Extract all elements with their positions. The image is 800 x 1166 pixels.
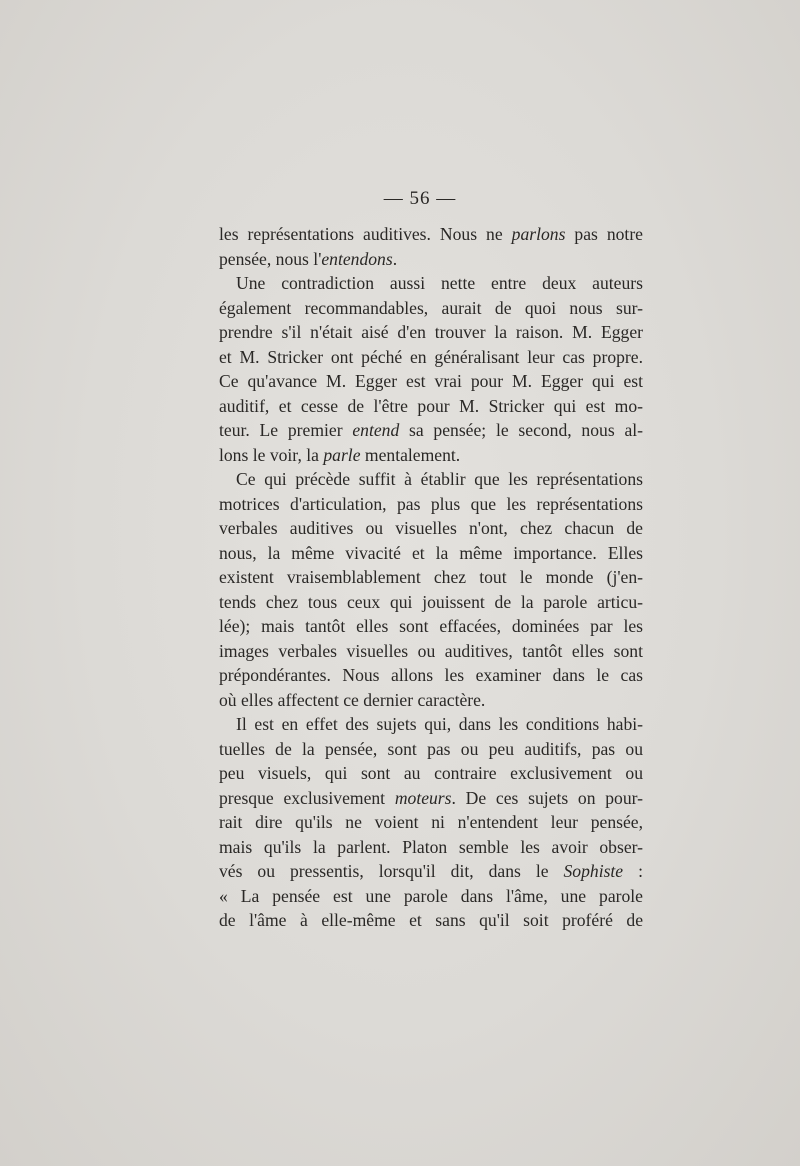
text-line <box>219 443 643 468</box>
text-line: mais qu'ils la parlent. Platon semble les avoir obser- <box>219 836 643 857</box>
text-span: . De ces sujets on pour- <box>451 787 643 808</box>
text-line: auditif, et cesse de l'être pour M. Stricker qui est mo- <box>219 395 643 416</box>
text-line: images verbales visuelles ou auditives, tantôt elles sont <box>219 640 643 661</box>
text-line: lée); mais tantôt elles sont effacées, dominées par les <box>219 616 643 636</box>
italic-text: parle <box>323 444 361 465</box>
text-line: rait dire qu'ils ne voient ni n'entendent leur pensée, <box>219 812 643 832</box>
text-line: Il est en effet des sujets qui, dans les conditions habi- <box>236 714 643 734</box>
page-number: — 56 — <box>383 188 457 209</box>
text-span: vés ou pressentis, lorsqu'il dit, dans le <box>219 861 564 881</box>
text-line: prendre s'il n'était aisé d'en trouver la raison. M. Egger <box>219 322 643 342</box>
text-line: de l'âme à elle-même et sans qu'il soit proféré de <box>219 910 643 930</box>
text-line <box>219 247 643 272</box>
text-line: Une contradiction aussi nette entre deux auteurs <box>236 273 643 293</box>
text-line: verbales auditives ou visuelles n'ont, chez chacun de <box>219 518 643 538</box>
italic-text: entend <box>352 420 400 440</box>
text-line: également recommandables, aurait de quoi nous sur- <box>219 297 643 318</box>
text-span: lons le voir, la <box>219 444 324 465</box>
italic-text: Sophiste <box>563 861 624 881</box>
text-span: pas notre <box>565 224 643 244</box>
text-line: tuelles de la pensée, sont pas ou peu auditifs, pas ou <box>219 738 643 759</box>
text-span: sa pensée; le second, nous al- <box>399 420 643 440</box>
text-span: mentalement. <box>360 444 461 465</box>
text-span: presque exclusivement <box>219 787 395 808</box>
text-span: les représentations auditives. Nous ne <box>219 224 512 244</box>
text-line <box>219 859 643 884</box>
text-line: nous, la même vivacité et la même importance. Elles <box>219 542 643 563</box>
text-line <box>219 786 643 811</box>
text-line: où elles affectent ce dernier caractère. <box>219 689 486 710</box>
italic-text: parlons <box>511 224 566 244</box>
text-span: : <box>623 861 643 881</box>
text-line: Ce qu'avance M. Egger est vrai pour M. Egger qui est <box>219 371 643 391</box>
text-line: et M. Stricker ont péché en généralisant leur cas propre. <box>219 346 643 367</box>
text-line: « La pensée est une parole dans l'âme, une parole <box>219 885 643 906</box>
text-line: prépondérantes. Nous allons les examiner dans le cas <box>219 665 643 685</box>
text-line: Ce qui précède suffit à établir que les représentations <box>236 469 643 489</box>
text-line <box>219 222 643 247</box>
text-span: teur. Le premier <box>219 420 353 440</box>
text-line: tends chez tous ceux qui jouissent de la parole articu- <box>219 591 643 612</box>
text-line <box>219 418 643 443</box>
italic-text: moteurs <box>394 787 452 808</box>
text-span: pensée, nous l' <box>219 248 322 269</box>
italic-text: entendons <box>321 248 393 269</box>
body-text <box>219 222 643 933</box>
text-line: existent vraisemblablement chez tout le monde (j'en- <box>219 567 643 587</box>
text-line: peu visuels, qui sont au contraire exclusivement ou <box>219 763 643 783</box>
text-line: motrices d'articulation, pas plus que les représentations <box>219 493 643 514</box>
text-span: . <box>392 248 398 269</box>
